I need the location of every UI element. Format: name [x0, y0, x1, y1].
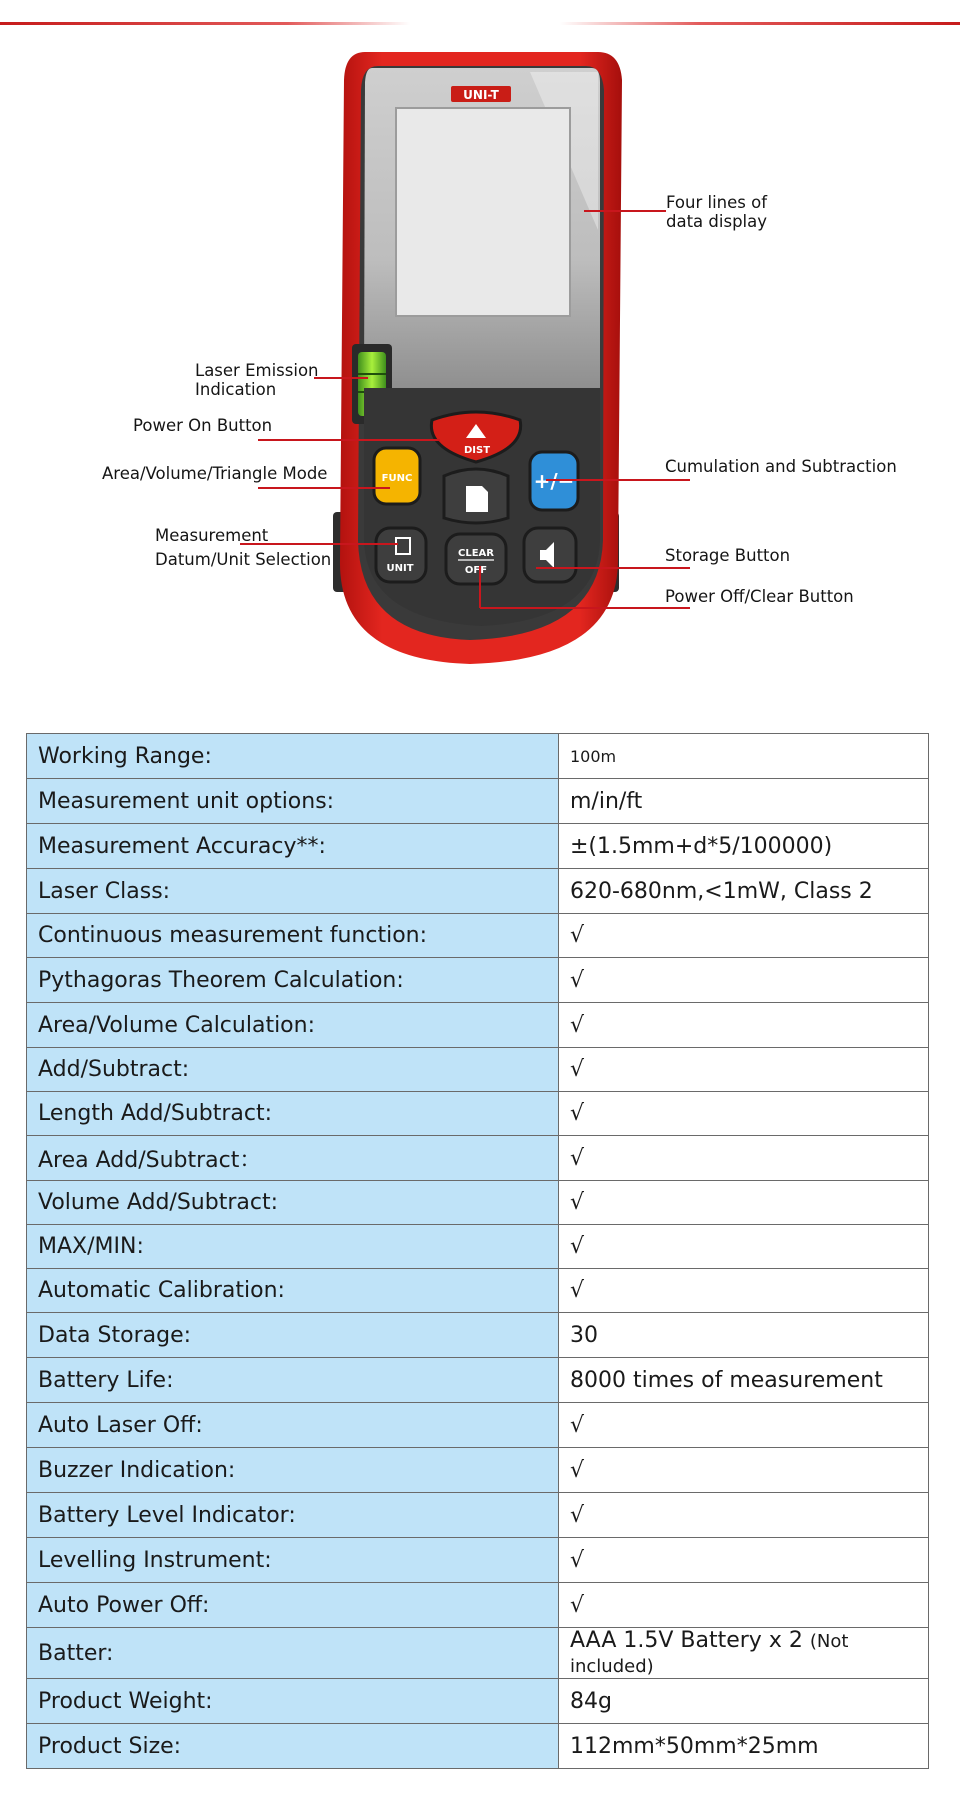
spec-value [559, 1724, 929, 1769]
spec-row [27, 734, 929, 779]
spec-value [559, 1092, 929, 1136]
spec-value-text: √ [570, 1278, 585, 1303]
lcd-screen [396, 108, 570, 316]
annotation-datum [155, 524, 331, 572]
spec-row [27, 1092, 929, 1136]
spec-row [27, 1583, 929, 1628]
spec-table [26, 733, 929, 1769]
plus-minus-icon: +/− [533, 469, 575, 493]
annotation-mode: Area/Volume/Triangle Mode [102, 464, 328, 483]
spec-label: Auto Laser Off: [27, 1403, 559, 1448]
spec-value [559, 1448, 929, 1493]
annotation-laser-line2: Indication [195, 380, 277, 399]
spec-value-text: √ [570, 1190, 585, 1215]
spec-value [559, 1493, 929, 1538]
brand-logo: UNI-T [463, 88, 499, 102]
spec-row [27, 1448, 929, 1493]
spec-value-text: √ [570, 1547, 585, 1573]
spec-row [27, 1628, 929, 1679]
spec-value-text: √ [570, 1234, 585, 1259]
spec-label: Volume Add/Subtract: [27, 1181, 559, 1225]
spec-label: Auto Power Off: [27, 1583, 559, 1628]
svg-text:CLEAR: CLEAR [458, 548, 494, 559]
spec-label: MAX/MIN: [27, 1225, 559, 1269]
spec-value [559, 1403, 929, 1448]
annotation-laser [195, 361, 319, 399]
annotation-storage: Storage Button [665, 546, 791, 565]
spec-value-text: √ [570, 923, 585, 948]
spec-value [559, 779, 929, 824]
annotation-display [666, 193, 767, 231]
spec-row [27, 1538, 929, 1583]
spec-value [559, 869, 929, 914]
spec-value-note: (Not included) [570, 1631, 849, 1677]
spec-row [27, 1358, 929, 1403]
spec-value-text: ±(1.5mm+d*5/100000) [570, 833, 833, 859]
spec-value-text: m/in/ft [570, 788, 643, 814]
spec-value-text: √ [570, 1145, 585, 1171]
spec-label: Measurement unit options: [27, 779, 559, 824]
annotation-datum-line1: Measurement [155, 526, 269, 545]
document-icon [466, 486, 488, 512]
spec-value [559, 1003, 929, 1048]
svg-text:UNIT: UNIT [386, 563, 414, 574]
spec-value [559, 1538, 929, 1583]
spec-value [559, 958, 929, 1003]
spec-label: Add/Subtract: [27, 1048, 559, 1092]
spec-value-text: √ [570, 1057, 585, 1082]
spec-label: Continuous measurement function: [27, 914, 559, 958]
spec-value [559, 1225, 929, 1269]
spec-value-text: 84g [570, 1688, 612, 1714]
spec-value [559, 1628, 929, 1679]
spec-label: Product Weight: [27, 1679, 559, 1724]
spec-label: Levelling Instrument: [27, 1538, 559, 1583]
spec-value-text: √ [570, 1592, 585, 1618]
annotation-power-on: Power On Button [133, 416, 273, 435]
annotation-display-line2: data display [666, 212, 767, 231]
spec-label: Measurement Accuracy**: [27, 824, 559, 869]
spec-label: Battery Level Indicator: [27, 1493, 559, 1538]
spec-label: Working Range: [27, 734, 559, 779]
spec-row [27, 1003, 929, 1048]
spec-label: Battery Life: [27, 1358, 559, 1403]
spec-row [27, 1225, 929, 1269]
spec-value [559, 824, 929, 869]
spec-label: Area/Volume Calculation: [27, 1003, 559, 1048]
spec-row [27, 1313, 929, 1358]
spec-row [27, 824, 929, 869]
spec-row [27, 779, 929, 824]
spec-value [559, 1313, 929, 1358]
spec-value-text: √ [570, 1412, 585, 1438]
annotation-display-line1: Four lines of [666, 193, 768, 212]
spec-label: Data Storage: [27, 1313, 559, 1358]
spec-row [27, 869, 929, 914]
spec-label: Product Size: [27, 1724, 559, 1769]
spec-value-text: 100m [570, 746, 617, 766]
spec-row [27, 1403, 929, 1448]
svg-text:FUNC: FUNC [381, 473, 413, 484]
spec-value-text: √ [570, 1502, 585, 1528]
spec-value-text: √ [570, 1101, 585, 1126]
spec-label: Pythagoras Theorem Calculation: [27, 958, 559, 1003]
spec-value-text: 112mm*50mm*25mm [570, 1733, 819, 1759]
spec-value-text: 620-680nm,<1mW, Class 2 [570, 878, 873, 904]
annotation-laser-line1: Laser Emission [195, 361, 319, 380]
spec-value [559, 1269, 929, 1313]
spec-row [27, 1181, 929, 1225]
spec-value [559, 1583, 929, 1628]
spec-row [27, 914, 929, 958]
spec-value-text: 30 [570, 1322, 598, 1348]
annotation-cumulation: Cumulation and Subtraction [665, 457, 897, 476]
spec-value [559, 1358, 929, 1403]
spec-label: Laser Class: [27, 869, 559, 914]
spec-value [559, 1048, 929, 1092]
spec-value-text: √ [570, 1012, 585, 1038]
spec-row [27, 1136, 929, 1181]
spec-row [27, 1269, 929, 1313]
spec-label: Batter: [27, 1628, 559, 1679]
svg-text:OFF: OFF [464, 565, 488, 576]
spec-label: Buzzer Indication: [27, 1448, 559, 1493]
spec-row [27, 1048, 929, 1092]
spec-value-text: √ [570, 1457, 585, 1483]
spec-value-text: √ [570, 967, 585, 993]
annotation-datum-line2: Datum/Unit Selection [155, 550, 332, 569]
clear-off-button [446, 534, 506, 584]
spec-value [559, 914, 929, 958]
spec-value [559, 1679, 929, 1724]
spec-value-text: AAA 1.5V Battery x 2 [570, 1628, 803, 1653]
spec-value [559, 734, 929, 779]
spec-row [27, 1493, 929, 1538]
spec-label: Area Add/Subtract： [27, 1136, 559, 1181]
spec-label: Length Add/Subtract: [27, 1092, 559, 1136]
spec-value-text: 8000 times of measurement [570, 1367, 883, 1393]
spec-row [27, 958, 929, 1003]
annotation-power-off: Power Off/Clear Button [665, 587, 854, 606]
spec-row [27, 1679, 929, 1724]
spec-value [559, 1181, 929, 1225]
spec-label: Automatic Calibration: [27, 1269, 559, 1313]
spec-row [27, 1724, 929, 1769]
spec-value [559, 1136, 929, 1181]
svg-text:DIST: DIST [463, 445, 491, 456]
